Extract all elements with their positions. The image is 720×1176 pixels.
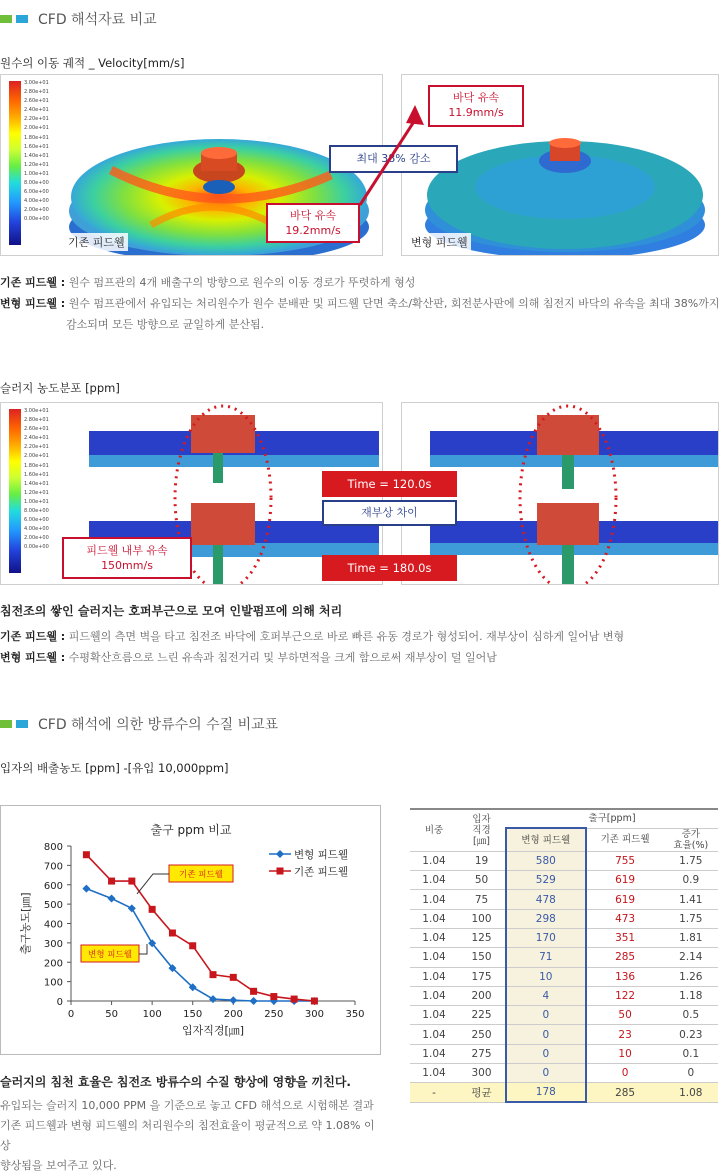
table-cell: 1.04 bbox=[410, 986, 458, 1005]
table-cell: 178 bbox=[506, 1083, 586, 1102]
table-cell: 1.04 bbox=[410, 851, 458, 870]
legend-marker bbox=[276, 850, 284, 858]
table-row bbox=[410, 967, 718, 986]
header-gain-line: 증가 bbox=[681, 828, 700, 840]
table-cell: 1.04 bbox=[410, 967, 458, 986]
table-cell: 71 bbox=[506, 948, 586, 967]
legend-tick: 3.00e+01 bbox=[24, 80, 49, 86]
term-modified: 변형 피드웰 : bbox=[0, 651, 66, 664]
table-cell: 122 bbox=[586, 986, 664, 1005]
y-tick-label: 0 bbox=[56, 997, 63, 1008]
annotation-original: 기존 피드웰 bbox=[179, 870, 223, 880]
data-point-square bbox=[128, 878, 135, 885]
table-cell: 619 bbox=[586, 871, 664, 890]
legend-tick: 2.60e+01 bbox=[24, 98, 49, 105]
table-cell: 평균 bbox=[458, 1083, 506, 1102]
section-title-text: CFD 해석자료 비교 bbox=[38, 12, 157, 28]
table-cell: 478 bbox=[506, 890, 586, 909]
table-row bbox=[410, 1025, 718, 1044]
legend-tick: 3.00e+01 bbox=[24, 408, 49, 414]
quality-table bbox=[410, 808, 718, 1103]
legend-tick: 1.60e+01 bbox=[24, 471, 49, 478]
table-cell: 1.04 bbox=[410, 1044, 458, 1063]
y-tick-label: 100 bbox=[43, 977, 63, 989]
legend-tick: 1.20e+01 bbox=[24, 161, 49, 168]
table-cell: 1.26 bbox=[664, 967, 718, 986]
legend-tick: 8.00e+00 bbox=[24, 508, 49, 515]
table-row bbox=[410, 1006, 718, 1025]
y-tick-label: 200 bbox=[43, 958, 63, 970]
table-cell: 0 bbox=[506, 1006, 586, 1025]
annotation-leader bbox=[137, 874, 169, 894]
y-tick-label: 700 bbox=[43, 861, 63, 873]
table-cell: 170 bbox=[506, 928, 586, 947]
legend-tick: 1.40e+01 bbox=[24, 152, 49, 159]
table-row bbox=[410, 851, 718, 870]
velocity-title: 원수의 이동 궤적 _ Velocity[mm/s] bbox=[0, 56, 185, 70]
table-cell: 619 bbox=[586, 890, 664, 909]
legend-label: 기존 피드웰 bbox=[294, 866, 349, 878]
table-cell: 150 bbox=[458, 948, 506, 967]
header-gravity: 비중 bbox=[410, 809, 458, 851]
desc-line: 유입되는 슬러지 10,000 PPM 을 기준으로 놓고 CFD 해석으로 시험해본 결과 bbox=[0, 1099, 374, 1112]
x-axis-label: 입자직경[㎛] bbox=[181, 1024, 245, 1037]
legend-tick: 2.20e+01 bbox=[24, 116, 49, 123]
legend-tick: 4.00e+00 bbox=[24, 198, 49, 205]
legend-tick: 0.00e+00 bbox=[24, 216, 49, 223]
annotation-modified: 변형 피드웰 bbox=[88, 950, 132, 960]
legend-tick: 6.00e+00 bbox=[24, 189, 49, 196]
legend-tick: 2.60e+01 bbox=[24, 426, 49, 433]
table-cell: 473 bbox=[586, 909, 664, 928]
legend-tick: 1.20e+01 bbox=[24, 489, 49, 496]
table-cell: 200 bbox=[458, 986, 506, 1005]
table-row bbox=[410, 948, 718, 967]
legend-tick: 2.80e+01 bbox=[24, 89, 49, 96]
header-gain-line: 효율(%) bbox=[673, 839, 709, 851]
table-cell: 0.23 bbox=[664, 1025, 718, 1044]
table-cell: 1.04 bbox=[410, 909, 458, 928]
quality-subtitle: 입자의 배출농도 [ppm] -[유입 10,000ppm] bbox=[0, 761, 229, 775]
header-size bbox=[458, 809, 506, 851]
data-point-square bbox=[270, 993, 277, 1000]
y-tick-label: 300 bbox=[43, 938, 63, 950]
legend-tick: 1.80e+01 bbox=[24, 462, 49, 469]
desc-line: 향상됨을 보여주고 있다. bbox=[0, 1159, 117, 1172]
table-cell: 0 bbox=[586, 1064, 664, 1083]
legend-tick: 8.00e+00 bbox=[24, 180, 49, 187]
data-point-diamond bbox=[250, 997, 258, 1005]
table-cell: 1.04 bbox=[410, 948, 458, 967]
term-modified: 변형 피드웰 : bbox=[0, 297, 66, 310]
table-row bbox=[410, 928, 718, 947]
legend-tick: 1.40e+01 bbox=[24, 480, 49, 487]
table-cell: 1.75 bbox=[664, 851, 718, 870]
x-tick-label: 350 bbox=[345, 1009, 365, 1020]
table-cell: 10 bbox=[586, 1044, 664, 1063]
header-size-line: 입자 bbox=[472, 813, 491, 825]
callout-value: 11.9mm/s bbox=[448, 106, 504, 119]
legend-tick: 4.00e+00 bbox=[24, 526, 49, 533]
data-point-square bbox=[210, 971, 217, 978]
table-cell: 10 bbox=[506, 967, 586, 986]
legend-tick: 0.00e+00 bbox=[24, 544, 49, 551]
callout-value: 150mm/s bbox=[101, 559, 153, 572]
table-cell: 136 bbox=[586, 967, 664, 986]
desc-modified: 수평확산흐름으로 느린 유속과 침전거리 및 부하면적을 크게 함으로써 재부상이 덜 일어남 bbox=[68, 651, 497, 664]
table-row-average bbox=[410, 1083, 718, 1102]
callout-label: 피드웰 내부 유속 bbox=[86, 544, 168, 557]
table-row bbox=[410, 986, 718, 1005]
header-gain bbox=[664, 828, 718, 851]
legend-tick: 2.00e+00 bbox=[24, 535, 49, 542]
desc-line: 기존 피드웰과 변형 피드웰의 처리원수의 침전효율이 평균적으로 약 1.08% 이상 bbox=[0, 1119, 375, 1152]
table-cell: 175 bbox=[458, 967, 506, 986]
table-cell: 4 bbox=[506, 986, 586, 1005]
legend-tick: 2.00e+00 bbox=[24, 207, 49, 214]
time-label-180: Time = 180.0s bbox=[322, 555, 457, 581]
table-cell: 1.04 bbox=[410, 871, 458, 890]
table-cell: 250 bbox=[458, 1025, 506, 1044]
data-point-square bbox=[169, 929, 176, 936]
section-title-cfd bbox=[0, 9, 157, 29]
x-tick-label: 100 bbox=[142, 1009, 162, 1020]
legend-tick: 2.00e+01 bbox=[24, 453, 49, 460]
y-tick-label: 800 bbox=[43, 842, 63, 853]
section-title-text: CFD 해석에 의한 방류수의 수질 비교표 bbox=[38, 717, 279, 733]
header-outlet: 출구[ppm] bbox=[506, 809, 718, 828]
quality-headline: 슬러지의 침천 효율은 침전조 방류수의 수질 향상에 영향을 끼친다. bbox=[0, 1075, 351, 1089]
chart-svg bbox=[1, 806, 382, 1056]
data-point-diamond bbox=[209, 995, 217, 1003]
term-original: 기존 피드웰 : bbox=[0, 276, 66, 289]
table-row bbox=[410, 909, 718, 928]
time-label-120: Time = 120.0s bbox=[322, 471, 457, 497]
table-cell: 0 bbox=[506, 1044, 586, 1063]
resuspension-label: 재부상 차이 bbox=[322, 500, 457, 526]
table-cell: 23 bbox=[586, 1025, 664, 1044]
legend-tick: 2.40e+01 bbox=[24, 435, 49, 442]
table-row bbox=[410, 890, 718, 909]
legend-tick: 1.00e+01 bbox=[24, 170, 49, 177]
table-cell: 1.18 bbox=[664, 986, 718, 1005]
x-tick-label: 150 bbox=[183, 1009, 203, 1020]
slurry-headline: 침전조의 쌓인 슬러지는 호퍼부근으로 모여 인발펌프에 의해 처리 bbox=[0, 604, 343, 618]
table-cell: 351 bbox=[586, 928, 664, 947]
data-point-diamond bbox=[128, 904, 136, 912]
legend-tick: 1.00e+01 bbox=[24, 498, 49, 505]
table-cell: 275 bbox=[458, 1044, 506, 1063]
header-size-line: [㎛] bbox=[473, 835, 490, 847]
velocity-description bbox=[0, 272, 720, 335]
table-cell: 0.9 bbox=[664, 871, 718, 890]
data-point-diamond bbox=[108, 895, 116, 903]
term-original: 기존 피드웰 : bbox=[0, 630, 66, 643]
section-marker-icon bbox=[0, 720, 28, 728]
data-point-square bbox=[149, 906, 156, 913]
data-point-square bbox=[189, 942, 196, 949]
arrow-icon bbox=[340, 95, 435, 225]
table-cell: 2.14 bbox=[664, 948, 718, 967]
y-axis-label: 출구농도[㎛] bbox=[19, 892, 32, 955]
data-point-square bbox=[250, 988, 257, 995]
legend-marker bbox=[277, 868, 284, 875]
table-cell: 1.08 bbox=[664, 1083, 718, 1102]
table-cell: 300 bbox=[458, 1064, 506, 1083]
table-cell: 75 bbox=[458, 890, 506, 909]
data-point-square bbox=[108, 878, 115, 885]
legend-tick: 1.80e+01 bbox=[24, 134, 49, 141]
table-row bbox=[410, 1064, 718, 1083]
data-point-diamond bbox=[82, 885, 90, 893]
table-cell: 0.1 bbox=[664, 1044, 718, 1063]
table-cell: 1.04 bbox=[410, 1064, 458, 1083]
label-modified-feedwell: 변형 피드웰 bbox=[408, 233, 471, 251]
table-cell: 1.81 bbox=[664, 928, 718, 947]
x-tick-label: 300 bbox=[304, 1009, 324, 1020]
quality-description bbox=[0, 1096, 380, 1176]
table-cell: 225 bbox=[458, 1006, 506, 1025]
y-tick-label: 400 bbox=[43, 919, 63, 931]
section-title-quality bbox=[0, 714, 278, 734]
data-point-square bbox=[230, 974, 237, 981]
legend-tick: 2.20e+01 bbox=[24, 444, 49, 451]
label-original-feedwell: 기존 피드웰 bbox=[65, 233, 128, 251]
legend-tick: 1.60e+01 bbox=[24, 143, 49, 150]
data-point-square bbox=[291, 996, 298, 1003]
callout-reduction: 최대 38% 감소 bbox=[329, 145, 458, 173]
legend-tick: 2.40e+01 bbox=[24, 107, 49, 114]
x-tick-label: 0 bbox=[67, 1009, 75, 1020]
x-tick-label: 50 bbox=[105, 1009, 118, 1020]
x-tick-label: 200 bbox=[223, 1009, 243, 1020]
table-cell: 0 bbox=[664, 1064, 718, 1083]
legend-label: 변형 피드웰 bbox=[294, 849, 349, 861]
desc-original: 원수 펌프관의 4개 배출구의 방향으로 원수의 이동 경로가 뚜렷하게 형성 bbox=[68, 276, 416, 289]
table-cell: 755 bbox=[586, 851, 664, 870]
desc-original: 피드웰의 측면 벽을 타고 침전조 바닥에 호퍼부근으로 바로 빠른 유동 경로가 형성되어. 재부상이 심하게 일어남 변형 bbox=[68, 630, 625, 643]
annotation-leader bbox=[139, 944, 147, 954]
table-cell: 0.5 bbox=[664, 1006, 718, 1025]
table-cell: 298 bbox=[506, 909, 586, 928]
data-point-diamond bbox=[229, 996, 237, 1004]
outlet-ppm-chart bbox=[0, 805, 381, 1055]
table-cell: - bbox=[410, 1083, 458, 1102]
table-cell: 125 bbox=[458, 928, 506, 947]
table-cell: 1.04 bbox=[410, 1006, 458, 1025]
table-cell: 1.75 bbox=[664, 909, 718, 928]
chart-title: 출구 ppm 비교 bbox=[150, 823, 232, 837]
table-cell: 1.04 bbox=[410, 890, 458, 909]
table-row bbox=[410, 871, 718, 890]
header-new: 변형 피드웰 bbox=[506, 828, 586, 851]
legend-tick: 2.00e+01 bbox=[24, 125, 49, 132]
callout-feedwell-velocity bbox=[62, 537, 192, 579]
slurry-description bbox=[0, 626, 720, 668]
table-cell: 100 bbox=[458, 909, 506, 928]
table-cell: 0 bbox=[506, 1064, 586, 1083]
x-tick-label: 250 bbox=[264, 1009, 284, 1020]
header-old: 기존 피드웰 bbox=[586, 828, 664, 851]
callout-label: 바닥 유속 bbox=[289, 209, 336, 222]
callout-value: 19.2mm/s bbox=[285, 224, 341, 237]
table-cell: 285 bbox=[586, 1083, 664, 1102]
table-row bbox=[410, 1044, 718, 1063]
header-size-line: 직경 bbox=[472, 824, 491, 836]
section-marker-icon bbox=[0, 15, 28, 23]
callout-label: 바닥 유속 bbox=[452, 91, 499, 104]
table-cell: 19 bbox=[458, 851, 506, 870]
table-cell: 50 bbox=[458, 871, 506, 890]
legend-tick: 2.80e+01 bbox=[24, 417, 49, 424]
table-cell: 285 bbox=[586, 948, 664, 967]
desc-modified-cont: 감소되며 모든 방향으로 균일하게 분산됨. bbox=[66, 318, 265, 331]
y-tick-label: 600 bbox=[43, 880, 63, 892]
table-cell: 0 bbox=[506, 1025, 586, 1044]
data-point-square bbox=[311, 998, 318, 1005]
table-cell: 1.04 bbox=[410, 1025, 458, 1044]
legend-tick: 6.00e+00 bbox=[24, 517, 49, 524]
table-cell: 50 bbox=[586, 1006, 664, 1025]
table-cell: 580 bbox=[506, 851, 586, 870]
callout-bottom-velocity-modified bbox=[428, 85, 524, 127]
slurry-title: 슬러지 농도분포 [ppm] bbox=[0, 381, 120, 395]
desc-modified: 원수 펌프관에서 유입되는 처리원수가 원수 분배판 및 피드웰 단면 축소/확산판, 회전분사판에 의해 침전지 바닥의 유속을 최대 38%까지 bbox=[68, 297, 720, 310]
y-tick-label: 500 bbox=[43, 900, 63, 912]
table-cell: 1.41 bbox=[664, 890, 718, 909]
table-cell: 529 bbox=[506, 871, 586, 890]
table-cell: 1.04 bbox=[410, 928, 458, 947]
data-point-square bbox=[83, 851, 90, 858]
